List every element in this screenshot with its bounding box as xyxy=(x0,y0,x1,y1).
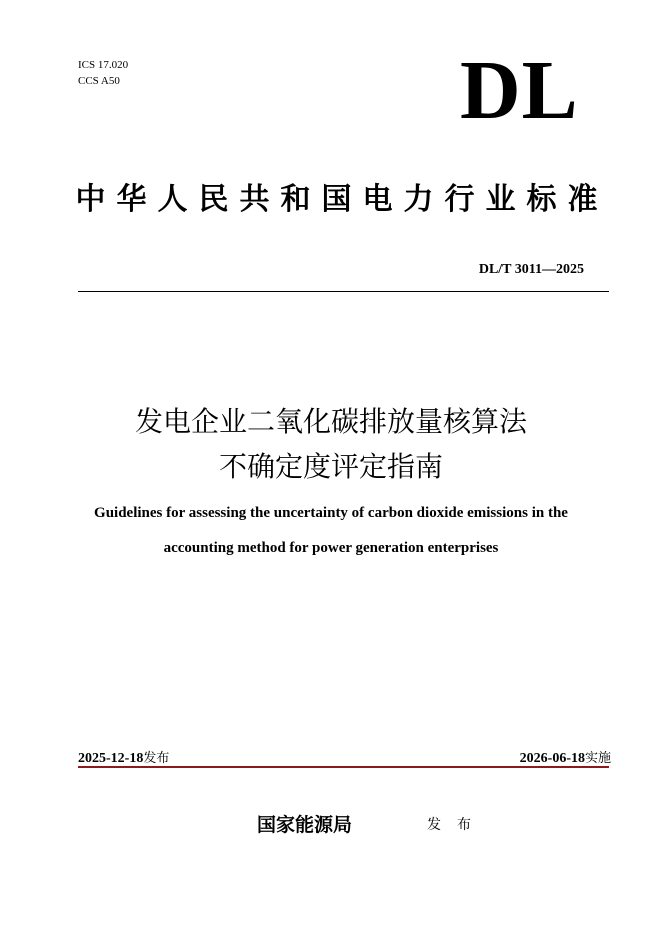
bottom-divider xyxy=(78,766,609,768)
implementation-date-value: 2026-06-18 xyxy=(519,751,585,766)
issuing-authority: 国家能源局 xyxy=(257,814,353,836)
document-title-en-line2: accounting method for power generation enterprises xyxy=(163,540,499,556)
document-title-cn-line1: 发电企业二氧化碳排放量核算法 xyxy=(134,405,527,438)
standard-category-title: 中华人民共和国电力行业标准 xyxy=(75,182,609,217)
issue-date-label: 发布 xyxy=(143,751,170,766)
document-title-cn-line2: 不确定度评定指南 xyxy=(218,450,443,483)
top-divider xyxy=(78,291,609,292)
implementation-date-label: 实施 xyxy=(584,751,611,766)
ics-code: ICS 17.020 xyxy=(78,59,129,71)
document-title-en-line1: Guidelines for assessing the uncertainty of carbon dioxide emissions in the xyxy=(94,505,568,521)
ccs-code: CCS A50 xyxy=(78,75,120,87)
standard-number: DL/T 3011—2025 xyxy=(478,262,584,277)
issue-date xyxy=(78,747,169,767)
standard-mark-logo: DL xyxy=(460,44,579,137)
issue-date-value: 2025-12-18 xyxy=(78,751,144,766)
issuing-verb: 发布 xyxy=(427,817,487,833)
implementation-date xyxy=(520,747,611,767)
classification-codes xyxy=(78,57,128,89)
